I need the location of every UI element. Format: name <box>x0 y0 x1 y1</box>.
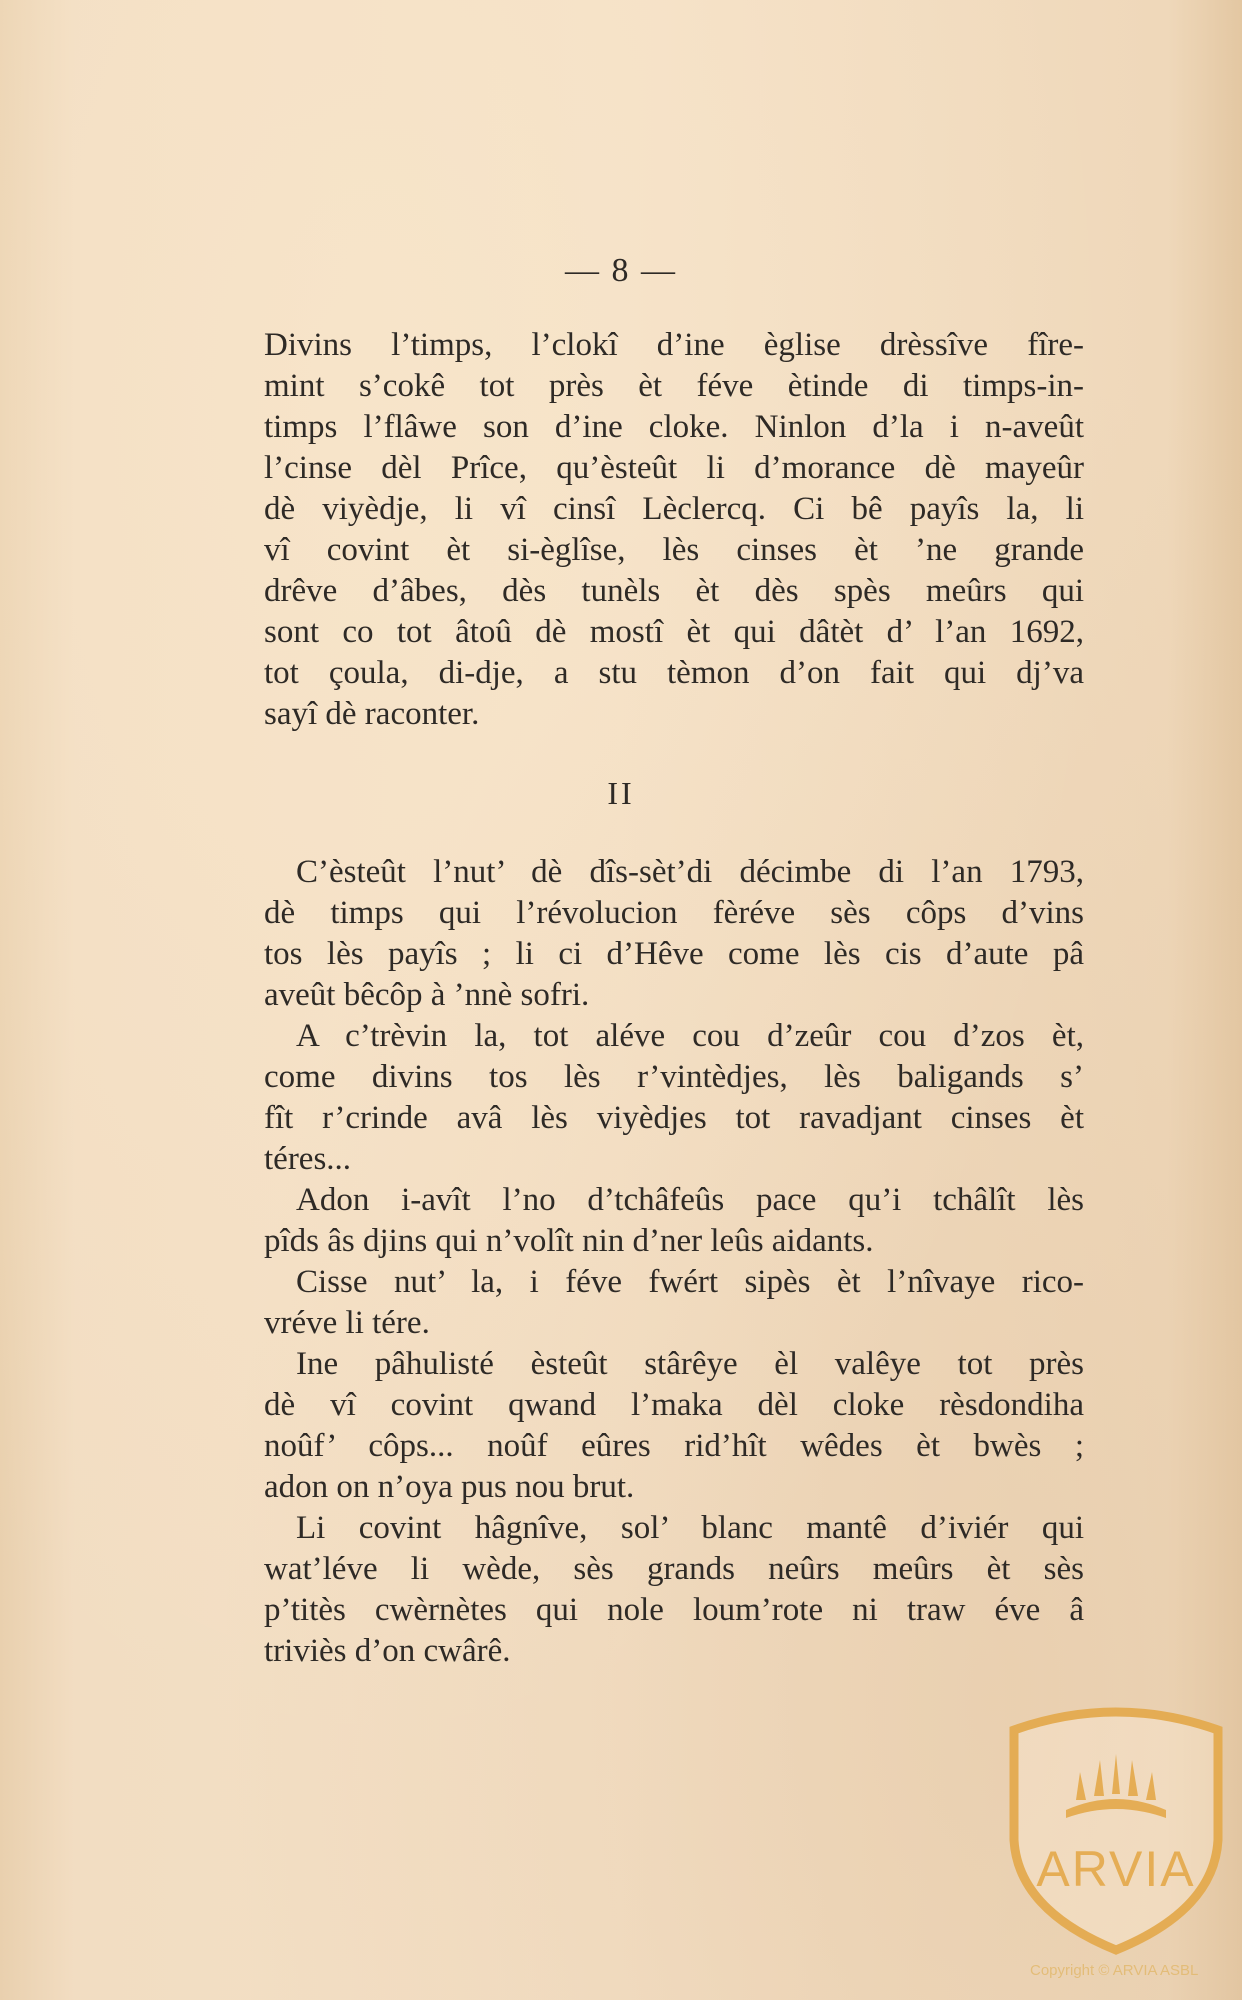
text-line: l’cinse dèl Prîce, qu’èsteût li d’morance dè mayeûr <box>264 450 1084 486</box>
copyright-notice: Copyright © ARVIA ASBL <box>1030 1962 1199 1979</box>
text-line: p’titès cwèrnètes qui nole loum’rote ni traw éve â <box>264 1592 1084 1628</box>
text-line: fît r’crinde avâ lès viyèdjes tot ravadjant cinses èt <box>264 1100 1084 1136</box>
text-line: tot çoula, di-dje, a stu tèmon d’on fait qui dj’va <box>264 655 1084 691</box>
text-line: vî covint èt si-èglîse, lès cinses èt ’ne grande <box>264 532 1084 568</box>
text-line: sont co tot âtoû dè mostî èt qui dâtèt d’ l’an 1692, <box>264 614 1084 650</box>
arvia-logo-watermark <box>1000 1700 1232 1955</box>
text-line: sayî dè raconter. <box>264 696 480 732</box>
text-line: vréve li tére. <box>264 1305 430 1341</box>
text-line: wat’léve li wède, sès grands neûrs meûrs èt sès <box>264 1551 1084 1587</box>
text-line: Adon i-avît l’no d’tchâfeûs pace qu’i tchâlît lès <box>296 1182 1084 1218</box>
text-line: triviès d’on cwârê. <box>264 1633 511 1669</box>
text-line: dè viyèdje, li vî cinsî Lèclercq. Ci bê payîs la, li <box>264 491 1084 527</box>
text-line: timps l’flâwe son d’ine cloke. Ninlon d’la i n-aveût <box>264 409 1084 445</box>
text-line: C’èsteût l’nut’ dè dîs-sèt’di décimbe di l’an 1793, <box>296 854 1084 890</box>
section-heading: II <box>607 775 635 811</box>
paragraph-1 <box>264 325 1084 735</box>
text-line: téres... <box>264 1141 352 1177</box>
text-line: Ine pâhulisté èsteût stârêye èl valêye tot près <box>296 1346 1084 1382</box>
text-line: noûf’ côps... noûf eûres rid’hît wêdes èt bwès ; <box>264 1428 1084 1464</box>
logo-text: ARVIA <box>1036 1841 1196 1897</box>
section-2-text <box>264 852 1084 1672</box>
text-line: Cisse nut’ la, i féve fwért sipès èt l’nîvaye rico- <box>296 1264 1084 1300</box>
text-line: mint s’cokê tot près èt féve ètinde di timps-in- <box>264 368 1084 404</box>
text-line: A c’trèvin la, tot aléve cou d’zeûr cou d’zos èt, <box>296 1018 1084 1054</box>
page-number: — 8 — <box>565 252 677 289</box>
text-line: adon on n’oya pus nou brut. <box>264 1469 635 1505</box>
text-line: aveût bêcôp à ’nnè sofri. <box>264 977 590 1013</box>
text-line: tos lès payîs ; li ci d’Hêve come lès cis d’aute pâ <box>264 936 1084 972</box>
text-line: come divins tos lès r’vintèdjes, lès baligands s’ <box>264 1059 1084 1095</box>
text-line: dè vî covint qwand l’maka dèl cloke rèsdondiha <box>264 1387 1084 1423</box>
text-line: Divins l’timps, l’clokî d’ine èglise drèssîve fîre- <box>264 327 1084 363</box>
text-line: pîds âs djins qui n’volît nin d’ner leûs aidants. <box>264 1223 874 1259</box>
text-line: drêve d’âbes, dès tunèls èt dès spès meûrs qui <box>264 573 1084 609</box>
shield-icon <box>1014 1712 1218 1950</box>
text-line: Li covint hâgnîve, sol’ blanc mantê d’iviér qui <box>296 1510 1084 1546</box>
text-line: dè timps qui l’révolucion fèréve sès côps d’vins <box>264 895 1084 931</box>
